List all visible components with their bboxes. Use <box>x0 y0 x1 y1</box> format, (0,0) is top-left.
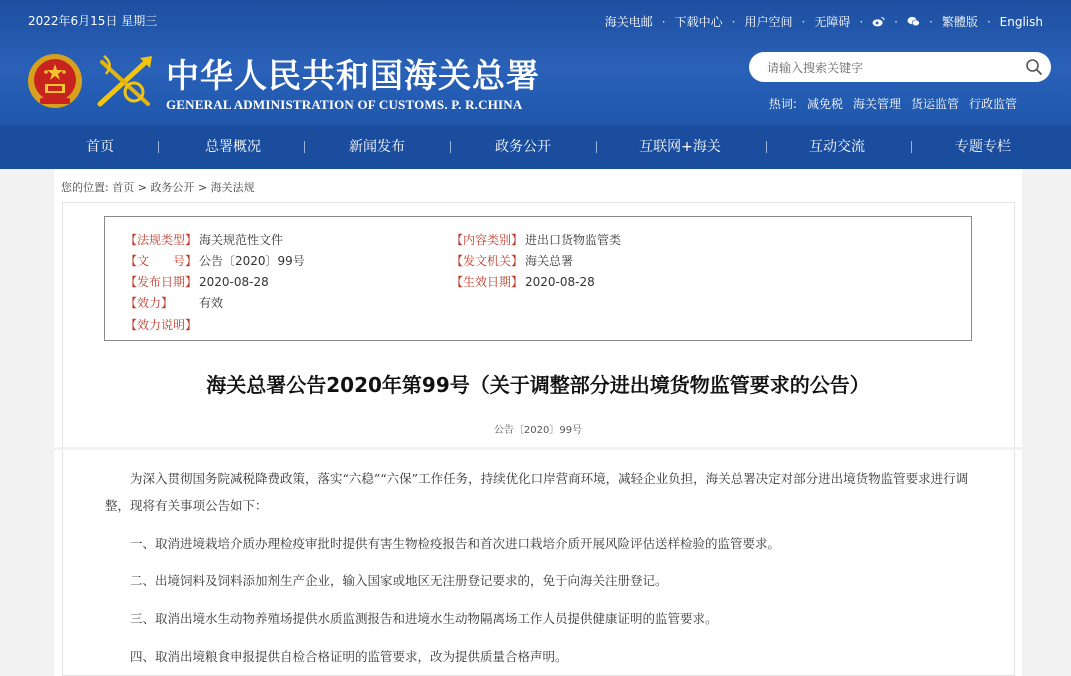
document-number: 公告〔2020〕99号 <box>493 425 583 436</box>
meta-doc-number <box>125 252 305 269</box>
meta-label: 【生效日期】 <box>451 275 524 289</box>
separator-dot: · <box>928 14 933 29</box>
customs-logo-icon <box>94 54 156 110</box>
nav-separator <box>304 141 305 153</box>
meta-value: 海关规范性文件 <box>199 233 284 247</box>
nav-separator <box>766 141 767 153</box>
nav-separator <box>158 141 159 153</box>
breadcrumb-separator: > <box>197 181 208 194</box>
separator-dot: · <box>661 14 666 29</box>
toplink-accessibility[interactable]: 无障碍 <box>814 15 851 29</box>
separator-dot: · <box>801 14 806 29</box>
site-subtitle: GENERAL ADMINISTRATION OF CUSTOMS. P. R.CHINA <box>166 97 523 112</box>
meta-law-type <box>125 231 283 248</box>
nav-internet-customs[interactable]: 互联网+海关 <box>639 139 721 155</box>
meta-value: 有效 <box>199 296 224 310</box>
meta-value: 进出口货物监管类 <box>525 233 622 247</box>
separator-dot: · <box>986 14 991 29</box>
nav-interaction[interactable]: 互动交流 <box>809 139 865 155</box>
weibo-icon[interactable] <box>872 16 885 27</box>
site-title: 中华人民共和国海关总署 <box>166 56 540 95</box>
toplink-download[interactable]: 下载中心 <box>674 15 723 29</box>
meta-label: 【文 号】 <box>125 254 198 268</box>
meta-label: 【内容类别】 <box>451 233 524 247</box>
nav-overview[interactable]: 总署概况 <box>205 139 261 155</box>
national-emblem-icon <box>26 52 84 110</box>
toplink-traditional[interactable]: 繁體版 <box>941 15 978 29</box>
current-date: 2022年6月15日 星期三 <box>28 14 158 28</box>
breadcrumb-regulations[interactable]: 海关法规 <box>210 181 255 194</box>
search-box <box>749 52 1051 82</box>
meta-label: 【发布日期】 <box>125 275 198 289</box>
nav-separator <box>450 141 451 153</box>
meta-validity-note <box>125 316 199 333</box>
document-title: 海关总署公告2020年第99号（关于调整部分进出境货物监管要求的公告） <box>206 373 870 397</box>
breadcrumb-home[interactable]: 首页 <box>112 181 135 194</box>
site-header <box>0 0 1071 125</box>
document-metadata <box>104 216 972 341</box>
hot-word-tax-reduction[interactable]: 减免税 <box>806 97 843 111</box>
meta-issuer <box>451 252 573 269</box>
main-nav <box>0 125 1071 169</box>
meta-publish-date <box>125 273 269 290</box>
meta-value: 2020-08-28 <box>525 275 595 289</box>
nav-gov-affairs[interactable]: 政务公开 <box>495 139 551 155</box>
meta-validity <box>125 294 223 311</box>
nav-news[interactable]: 新闻发布 <box>349 139 405 155</box>
nav-separator <box>911 141 912 153</box>
nav-separator <box>596 141 597 153</box>
meta-effective-date <box>451 273 595 290</box>
meta-label: 【效力说明】 <box>125 318 198 332</box>
breadcrumb <box>61 179 255 195</box>
top-links <box>605 13 1043 30</box>
toplink-english[interactable]: English <box>999 14 1043 29</box>
breadcrumb-prefix: 您的位置: <box>61 181 109 194</box>
document-item: 四、取消出境粮食申报提供自检合格证明的监管要求，改为提供质量合格声明。 <box>130 649 568 664</box>
nav-special-topics[interactable]: 专题专栏 <box>955 139 1011 155</box>
meta-label: 【发文机关】 <box>451 254 524 268</box>
document-item: 二、出境饲料及饲料添加剂生产企业，输入国家或地区无注册登记要求的，免于向海关注册登记。 <box>130 573 668 588</box>
document-intro: 为深入贯彻国务院减税降费政策，落实“六稳”“六保”工作任务，持续优化口岸营商环境，减轻企业负担，海关总署决定对部分进出境货物监管要求进行调整，现将有关事项公告如下： <box>105 471 969 513</box>
screenshot-divider <box>0 447 1071 450</box>
nav-home[interactable]: 首页 <box>86 139 114 155</box>
search-input[interactable] <box>765 58 1019 78</box>
toplink-user-space[interactable]: 用户空间 <box>744 15 793 29</box>
breadcrumb-separator: > <box>137 181 147 194</box>
wechat-icon[interactable] <box>907 16 920 27</box>
hot-word-freight-supervision[interactable]: 货运监管 <box>910 97 959 111</box>
breadcrumb-gov-affairs[interactable]: 政务公开 <box>150 181 195 194</box>
content-area <box>54 169 1022 676</box>
meta-value: 海关总署 <box>525 254 574 268</box>
hot-word-admin-supervision[interactable]: 行政监管 <box>968 97 1017 111</box>
document-item: 三、取消出境水生动物养殖场提供水质监测报告和进境水生动物隔离场工作人员提供健康证明的监管要求。 <box>130 611 718 626</box>
toplink-email[interactable]: 海关电邮 <box>604 15 653 29</box>
document-item: 一、取消进境栽培介质办理检疫审批时提供有害生物检疫报告和首次进口栽培介质开展风险评估送样检验的监管要求。 <box>130 536 781 551</box>
search-icon[interactable] <box>1025 58 1043 76</box>
meta-value: 2020-08-28 <box>199 275 269 289</box>
hot-words <box>769 95 1017 112</box>
hot-word-customs-management[interactable]: 海关管理 <box>852 97 901 111</box>
hot-words-label: 热词: <box>768 97 797 111</box>
separator-dot: · <box>731 14 736 29</box>
meta-label: 【效力】 <box>125 296 174 310</box>
meta-content-type <box>451 231 621 248</box>
separator-dot: · <box>859 14 864 29</box>
meta-value: 公告〔2020〕99号 <box>199 254 305 268</box>
separator-dot: · <box>894 14 898 29</box>
meta-label: 【法规类型】 <box>125 233 198 247</box>
